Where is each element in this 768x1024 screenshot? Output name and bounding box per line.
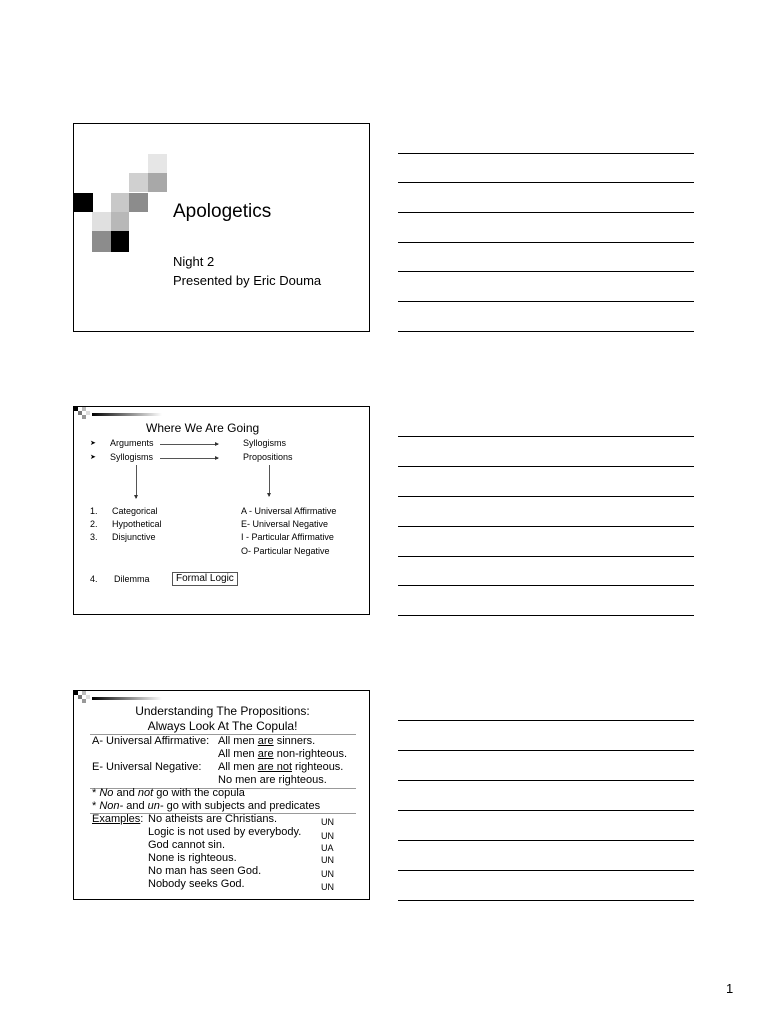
list-item: Dilemma	[114, 574, 150, 584]
slide-subtitle: Night 2	[173, 254, 215, 269]
slide-1	[73, 123, 370, 332]
proposition-item: E- Universal Negative	[241, 519, 329, 529]
example-code: UA	[321, 843, 334, 853]
proposition-item: I - Particular Affirmative	[241, 532, 334, 542]
list-item: Hypothetical	[112, 519, 162, 529]
note-2: * Non- and un- go with subjects and predicates	[92, 800, 321, 812]
arrow-bullet-icon: ➤	[90, 454, 96, 461]
proposition-item: O- Particular Negative	[241, 546, 330, 556]
e-example-2: No men are righteous.	[218, 774, 327, 786]
row1-left: Arguments	[110, 438, 154, 448]
a-label: A- Universal Affirmative:	[92, 735, 210, 747]
header-gradient-bar	[92, 413, 162, 416]
example-code: UN	[321, 831, 334, 841]
row2-left: Syllogisms	[110, 452, 154, 462]
example-item: No man has seen God.	[148, 865, 262, 877]
arrow-down-icon	[269, 465, 270, 496]
row1-right: Syllogisms	[243, 438, 287, 448]
row2-right: Propositions	[243, 452, 293, 462]
slide-3	[73, 690, 370, 900]
list-item: Disjunctive	[112, 532, 156, 542]
example-code: UN	[321, 869, 334, 879]
list-num: 2.	[90, 519, 98, 529]
example-item: Nobody seeks God.	[148, 878, 245, 890]
example-code: UN	[321, 855, 334, 865]
page-number: 1	[726, 981, 734, 996]
list-num: 1.	[90, 506, 98, 516]
arrow-down-icon	[136, 465, 137, 498]
examples-label: Examples:	[92, 813, 144, 825]
example-code: UN	[321, 882, 334, 892]
e-example-1: All men are not righteous.	[218, 761, 344, 773]
example-code: UN	[321, 817, 334, 827]
example-item: None is righteous.	[148, 852, 237, 864]
slide-title-line2: Always Look At The Copula!	[147, 719, 298, 733]
slide-title: Where We Are Going	[146, 421, 260, 435]
slide-title: Apologetics	[173, 201, 272, 222]
proposition-item: A - Universal Affirmative	[241, 506, 337, 516]
example-item: Logic is not used by everybody.	[148, 826, 302, 838]
slide-title-line1: Understanding The Propositions:	[135, 704, 310, 718]
arrow-bullet-icon: ➤	[90, 440, 96, 447]
list-num: 3.	[90, 532, 98, 542]
list-item: Categorical	[112, 506, 158, 516]
list-num: 4.	[90, 574, 98, 584]
note-1: * No and not go with the copula	[92, 787, 245, 799]
slide-2	[73, 406, 370, 615]
formal-logic-box: Formal Logic	[172, 572, 238, 586]
example-item: No atheists are Christians.	[148, 813, 277, 825]
e-label: E- Universal Negative:	[92, 761, 202, 773]
arrow-right-icon	[160, 458, 218, 459]
arrow-right-icon	[160, 444, 218, 445]
header-gradient-bar	[92, 697, 162, 700]
presenter-text: Presented by Eric Douma	[173, 273, 322, 288]
a-example-2: All men are non-righteous.	[218, 748, 348, 760]
example-item: God cannot sin.	[148, 839, 226, 851]
a-example-1: All men are sinners.	[218, 735, 316, 747]
